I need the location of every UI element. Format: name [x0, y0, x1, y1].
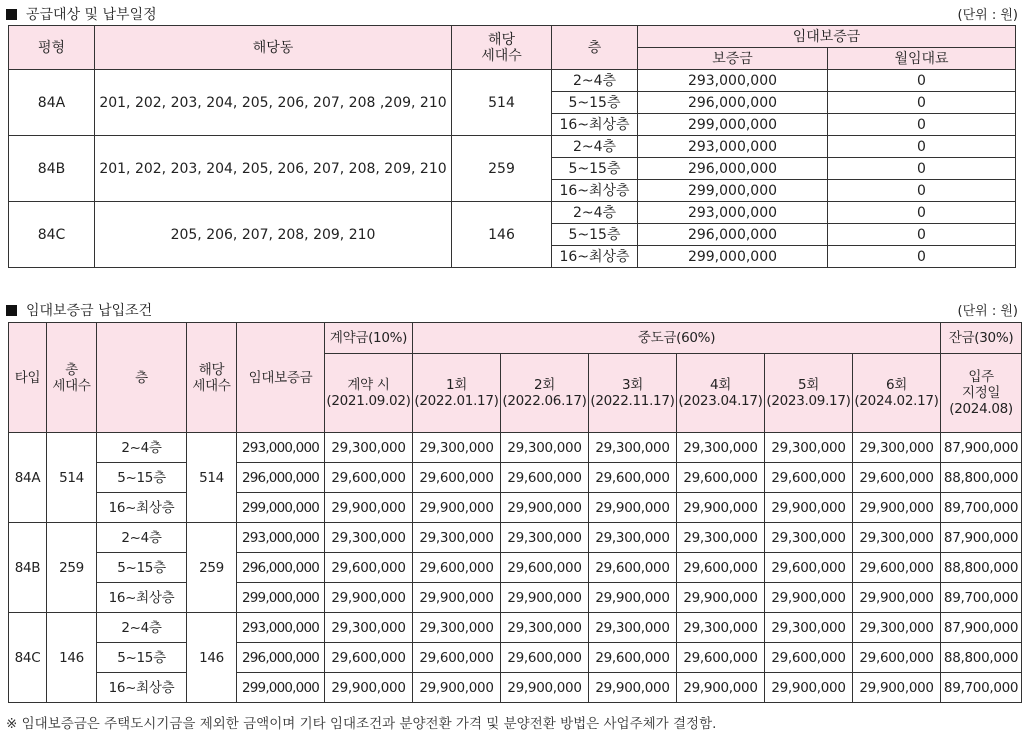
- units-cell: 146: [187, 613, 237, 703]
- monthly-rent-cell: 0: [828, 70, 1016, 92]
- payment-cell: 29,600,000: [853, 463, 941, 493]
- floor-cell: 16~최상층: [552, 180, 638, 202]
- col-header-floor: 층: [97, 323, 187, 433]
- payment-cell: 29,600,000: [501, 643, 589, 673]
- type-cell: 84A: [9, 70, 95, 136]
- payment-cell: 29,900,000: [677, 673, 765, 703]
- col-header-deposit: 임대보증금: [237, 323, 325, 433]
- section1-unit: (단위 : 원): [957, 8, 1018, 23]
- payment-cell: 29,600,000: [677, 553, 765, 583]
- total-units-cell: 146: [47, 613, 97, 703]
- payment-cell: 29,300,000: [765, 523, 853, 553]
- floor-cell: 5~15층: [97, 553, 187, 583]
- col-header-total: 총 세대수: [47, 323, 97, 433]
- deposit-cell: 296,000,000: [638, 158, 828, 180]
- payment-cell: 88,800,000: [941, 553, 1022, 583]
- col-header-floor: 층: [552, 26, 638, 70]
- payment-cell: 29,600,000: [853, 643, 941, 673]
- payment-cell: 29,300,000: [765, 433, 853, 463]
- payment-cell: 29,900,000: [325, 493, 413, 523]
- deposit-cell: 299,000,000: [237, 583, 325, 613]
- square-bullet-icon: [6, 305, 17, 316]
- payment-cell: 29,600,000: [501, 553, 589, 583]
- deposit-cell: 296,000,000: [638, 92, 828, 114]
- floor-cell: 16~최상층: [552, 246, 638, 268]
- payment-cell: 29,900,000: [501, 673, 589, 703]
- payment-cell: 87,900,000: [941, 523, 1022, 553]
- payment-cell: 29,300,000: [413, 613, 501, 643]
- monthly-rent-cell: 0: [828, 246, 1016, 268]
- payment-cell: 87,900,000: [941, 433, 1022, 463]
- deposit-cell: 299,000,000: [237, 673, 325, 703]
- payment-cell: 29,900,000: [413, 493, 501, 523]
- floor-cell: 5~15층: [552, 224, 638, 246]
- type-cell: 84B: [9, 136, 95, 202]
- col-header-type: 타입: [9, 323, 47, 433]
- payment-cell: 29,900,000: [677, 493, 765, 523]
- payment-cell: 29,600,000: [325, 553, 413, 583]
- payment-cell: 29,900,000: [853, 583, 941, 613]
- col-header-balance: 잔금(30%): [941, 323, 1022, 354]
- payment-cell: 29,300,000: [589, 613, 677, 643]
- payment-cell: 29,600,000: [325, 463, 413, 493]
- payment-cell: 89,700,000: [941, 583, 1022, 613]
- table-row: [9, 202, 1016, 224]
- payment-cell: 29,600,000: [677, 463, 765, 493]
- dong-cell: 205, 206, 207, 208, 209, 210: [95, 202, 452, 268]
- payment-cell: 29,300,000: [325, 613, 413, 643]
- section1-header: [6, 4, 1018, 24]
- floor-cell: 2~4층: [97, 433, 187, 463]
- deposit-cell: 299,000,000: [638, 114, 828, 136]
- deposit-cell: 293,000,000: [638, 136, 828, 158]
- table-row: [9, 613, 1022, 643]
- payment-cell: 89,700,000: [941, 493, 1022, 523]
- total-units-cell: 514: [47, 433, 97, 523]
- col-header-installment: 6회 (2024.02.17): [853, 354, 941, 433]
- payment-cell: 29,900,000: [501, 583, 589, 613]
- payment-cell: 29,900,000: [765, 673, 853, 703]
- col-header-rent: 임대보증금: [638, 26, 1016, 48]
- col-header-installment: 4회 (2023.04.17): [677, 354, 765, 433]
- payment-cell: 29,300,000: [501, 523, 589, 553]
- floor-cell: 16~최상층: [552, 114, 638, 136]
- table-row: [9, 523, 1022, 553]
- col-header-deposit: 보증금: [638, 48, 828, 70]
- col-header-type: 평형: [9, 26, 95, 70]
- payment-cell: 29,300,000: [413, 433, 501, 463]
- col-header-installment: 계약 시 (2021.09.02): [325, 354, 413, 433]
- supply-schedule-table: [8, 25, 1016, 268]
- table-row: [9, 673, 1022, 703]
- payment-cell: 29,600,000: [413, 463, 501, 493]
- payment-cell: 29,900,000: [413, 583, 501, 613]
- col-header-installment: 2회 (2022.06.17): [501, 354, 589, 433]
- floor-cell: 2~4층: [97, 613, 187, 643]
- payment-cell: 29,300,000: [413, 523, 501, 553]
- payment-cell: 89,700,000: [941, 673, 1022, 703]
- payment-cell: 88,800,000: [941, 463, 1022, 493]
- payment-cell: 29,300,000: [853, 433, 941, 463]
- payment-cell: 29,600,000: [853, 553, 941, 583]
- monthly-rent-cell: 0: [828, 202, 1016, 224]
- payment-cell: 29,300,000: [325, 523, 413, 553]
- floor-cell: 16~최상층: [97, 583, 187, 613]
- monthly-rent-cell: 0: [828, 158, 1016, 180]
- units-cell: 146: [452, 202, 552, 268]
- units-cell: 514: [452, 70, 552, 136]
- col-header-monthly: 월임대료: [828, 48, 1016, 70]
- payment-cell: 88,800,000: [941, 643, 1022, 673]
- col-header-units: 해당 세대수: [187, 323, 237, 433]
- payment-cell: 29,900,000: [413, 673, 501, 703]
- col-header-installment: 3회 (2022.11.17): [589, 354, 677, 433]
- table-row: [9, 136, 1016, 158]
- deposit-cell: 296,000,000: [237, 463, 325, 493]
- monthly-rent-cell: 0: [828, 92, 1016, 114]
- payment-cell: 29,900,000: [677, 583, 765, 613]
- table-row: [9, 463, 1022, 493]
- payment-cell: 29,600,000: [589, 463, 677, 493]
- col-header-installment: 1회 (2022.01.17): [413, 354, 501, 433]
- type-cell: 84C: [9, 202, 95, 268]
- deposit-cell: 299,000,000: [638, 180, 828, 202]
- col-header-installment: 5회 (2023.09.17): [765, 354, 853, 433]
- footnote: ※ 임대보증금은 주택도시기금을 제외한 금액이며 기타 임대조건과 분양전환 가격 및 분양전환 방법은 사업주체가 결정함.: [6, 716, 717, 732]
- payment-cell: 29,300,000: [853, 613, 941, 643]
- monthly-rent-cell: 0: [828, 114, 1016, 136]
- payment-cell: 29,600,000: [501, 463, 589, 493]
- floor-cell: 16~최상층: [97, 493, 187, 523]
- supply-table-body: [9, 70, 1016, 268]
- payment-cell: 29,300,000: [765, 613, 853, 643]
- payment-cell: 29,300,000: [325, 433, 413, 463]
- payment-cell: 29,300,000: [501, 433, 589, 463]
- payment-cell: 29,900,000: [589, 673, 677, 703]
- payment-cell: 29,900,000: [853, 673, 941, 703]
- payment-cell: 29,300,000: [677, 613, 765, 643]
- deposit-cell: 293,000,000: [237, 433, 325, 463]
- col-header-installment: 입주 지정일 (2024.08): [941, 354, 1022, 433]
- payment-terms-table: [8, 322, 1022, 703]
- deposit-cell: 299,000,000: [237, 493, 325, 523]
- floor-cell: 2~4층: [97, 523, 187, 553]
- dong-cell: 201, 202, 203, 204, 205, 206, 207, 208 ,209, 210: [95, 70, 452, 136]
- payment-cell: 29,900,000: [765, 583, 853, 613]
- payment-cell: 29,900,000: [589, 493, 677, 523]
- payment-cell: 29,600,000: [413, 643, 501, 673]
- monthly-rent-cell: 0: [828, 224, 1016, 246]
- monthly-rent-cell: 0: [828, 180, 1016, 202]
- table-row: [9, 583, 1022, 613]
- payment-table-body: [9, 433, 1022, 703]
- payment-cell: 29,900,000: [501, 493, 589, 523]
- payment-cell: 29,900,000: [325, 673, 413, 703]
- payment-cell: 29,600,000: [765, 643, 853, 673]
- floor-cell: 5~15층: [97, 463, 187, 493]
- payment-cell: 29,600,000: [325, 643, 413, 673]
- table-row: [9, 433, 1022, 463]
- total-units-cell: 259: [47, 523, 97, 613]
- floor-cell: 2~4층: [552, 136, 638, 158]
- payment-cell: 29,300,000: [589, 523, 677, 553]
- payment-cell: 29,900,000: [853, 493, 941, 523]
- units-cell: 259: [187, 523, 237, 613]
- units-cell: 259: [452, 136, 552, 202]
- units-cell: 514: [187, 433, 237, 523]
- payment-cell: 87,900,000: [941, 613, 1022, 643]
- payment-cell: 29,600,000: [413, 553, 501, 583]
- monthly-rent-cell: 0: [828, 136, 1016, 158]
- col-header-units: 해당 세대수: [452, 26, 552, 70]
- deposit-cell: 293,000,000: [237, 613, 325, 643]
- type-cell: 84A: [9, 433, 47, 523]
- payment-cell: 29,600,000: [589, 553, 677, 583]
- payment-cell: 29,900,000: [325, 583, 413, 613]
- deposit-cell: 299,000,000: [638, 246, 828, 268]
- payment-cell: 29,300,000: [501, 613, 589, 643]
- deposit-cell: 296,000,000: [237, 553, 325, 583]
- col-header-contract: 계약금(10%): [325, 323, 413, 354]
- payment-cell: 29,900,000: [765, 493, 853, 523]
- col-header-middle: 중도금(60%): [413, 323, 941, 354]
- floor-cell: 16~최상층: [97, 673, 187, 703]
- payment-cell: 29,300,000: [677, 433, 765, 463]
- deposit-cell: 296,000,000: [237, 643, 325, 673]
- dong-cell: 201, 202, 203, 204, 205, 206, 207, 208, 209, 210: [95, 136, 452, 202]
- deposit-cell: 293,000,000: [638, 202, 828, 224]
- type-cell: 84B: [9, 523, 47, 613]
- payment-cell: 29,300,000: [853, 523, 941, 553]
- floor-cell: 5~15층: [552, 92, 638, 114]
- type-cell: 84C: [9, 613, 47, 703]
- floor-cell: 5~15층: [552, 158, 638, 180]
- section2-title: 임대보증금 납입조건: [26, 303, 153, 319]
- floor-cell: 5~15층: [97, 643, 187, 673]
- deposit-cell: 293,000,000: [638, 70, 828, 92]
- table-row: [9, 70, 1016, 92]
- payment-cell: 29,300,000: [589, 433, 677, 463]
- deposit-cell: 293,000,000: [237, 523, 325, 553]
- payment-cell: 29,300,000: [677, 523, 765, 553]
- square-bullet-icon: [6, 9, 17, 20]
- payment-cell: 29,600,000: [765, 463, 853, 493]
- table-row: [9, 493, 1022, 523]
- table-row: [9, 553, 1022, 583]
- section2-unit: (단위 : 원): [957, 304, 1018, 319]
- payment-cell: 29,600,000: [765, 553, 853, 583]
- payment-cell: 29,600,000: [589, 643, 677, 673]
- col-header-dong: 해당동: [95, 26, 452, 70]
- floor-cell: 2~4층: [552, 202, 638, 224]
- section2-header: [6, 300, 1018, 320]
- payment-cell: 29,900,000: [589, 583, 677, 613]
- floor-cell: 2~4층: [552, 70, 638, 92]
- deposit-cell: 296,000,000: [638, 224, 828, 246]
- section1-title: 공급대상 및 납부일정: [26, 7, 157, 23]
- payment-cell: 29,600,000: [677, 643, 765, 673]
- table-row: [9, 643, 1022, 673]
